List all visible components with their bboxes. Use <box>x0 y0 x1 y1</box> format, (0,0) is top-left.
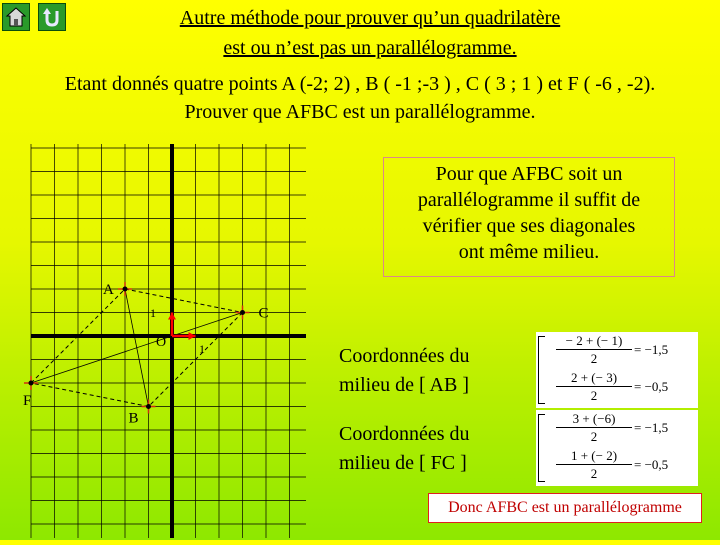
unit-vector-x-arrow <box>189 332 196 340</box>
midpoint-ab-x-row <box>554 333 694 369</box>
fraction-bar <box>556 386 632 387</box>
result: = −0,5 <box>634 457 669 472</box>
midpoint-fc-calculation <box>536 410 698 486</box>
parallelogram-edge <box>125 289 243 313</box>
point-f <box>29 381 34 386</box>
method-callout <box>383 157 675 277</box>
fraction <box>554 370 634 403</box>
denominator: 2 <box>590 429 598 444</box>
home-button[interactable] <box>2 3 30 31</box>
result: = −1,5 <box>634 342 669 357</box>
point-b-label: B <box>128 410 139 427</box>
midpoint-fc-label-line-2: milieu de [ FC ] <box>339 452 467 474</box>
callout-line: Pour que AFBC soit un <box>435 163 623 185</box>
denominator: 2 <box>590 351 598 366</box>
point-b <box>146 404 151 409</box>
numerator: 2 + (− 3) <box>570 370 618 385</box>
point-c-label: C <box>258 305 269 322</box>
graph-labels <box>150 306 205 356</box>
callout-line: parallélogramme il suffit de <box>417 189 641 211</box>
problem-statement: Etant donnés quatre points A (-2; 2) , B ( -1 ;-3 ) , C ( 3 ; 1 ) et F ( -6 , -2). <box>64 73 656 95</box>
denominator: 2 <box>590 388 598 403</box>
graph-shapes <box>23 282 269 427</box>
brace <box>538 414 545 482</box>
numerator: 3 + (−6) <box>572 411 616 426</box>
callout-line: vérifier que ses diagonales <box>422 215 636 237</box>
origin-label: O <box>156 335 167 350</box>
page-title-line-1: Autre méthode pour prouver qu’un quadrilatère <box>179 7 561 29</box>
fraction-bar <box>556 349 632 350</box>
unit-y-label: 1 <box>150 306 156 320</box>
fraction <box>554 333 634 366</box>
callout-line: ont même milieu. <box>458 241 600 263</box>
fraction <box>554 448 634 481</box>
fraction-bar <box>556 464 632 465</box>
point-c <box>240 310 245 315</box>
page-title-line-2: est ou n’est pas un parallélogramme. <box>223 37 517 59</box>
u-turn-back-icon <box>41 6 63 28</box>
midpoint-fc-x-row <box>554 411 694 447</box>
numerator: 1 + (− 2) <box>570 448 618 463</box>
point-f-label: F <box>23 393 32 409</box>
numerator: − 2 + (− 1) <box>565 333 623 348</box>
point-a-label: A <box>103 282 114 298</box>
midpoint-ab-label-line-1: Coordonnées du <box>339 345 470 367</box>
problem-question: Prouver que AFBC est un parallélogramme. <box>184 101 536 123</box>
diagonal-fc <box>31 313 243 384</box>
midpoint-fc-label <box>339 420 470 478</box>
brace <box>538 336 545 404</box>
midpoint-ab-label-line-2: milieu de [ AB ] <box>339 374 469 396</box>
axes <box>31 144 306 538</box>
midpoint-fc-label-line-1: Coordonnées du <box>339 423 470 445</box>
denominator: 2 <box>590 466 598 481</box>
fraction-bar <box>556 427 632 428</box>
grid-lines <box>31 144 306 538</box>
fraction <box>554 411 634 444</box>
conclusion-box: Donc AFBC est un parallélogramme <box>428 493 702 523</box>
parallelogram-edge <box>31 383 149 407</box>
result: = −0,5 <box>634 379 669 394</box>
coordinate-graph <box>23 140 308 540</box>
graph-canvas <box>23 140 308 540</box>
midpoint-ab-label <box>339 342 470 400</box>
unit-x-label: 1 <box>199 342 205 356</box>
midpoint-ab-calculation <box>536 332 698 408</box>
home-icon <box>5 6 27 28</box>
point-a <box>123 287 128 292</box>
back-button[interactable] <box>38 3 66 31</box>
midpoint-ab-y-row <box>554 370 694 406</box>
midpoint-fc-y-row <box>554 448 694 484</box>
result: = −1,5 <box>634 420 669 435</box>
unit-vector-y-arrow <box>168 313 176 320</box>
